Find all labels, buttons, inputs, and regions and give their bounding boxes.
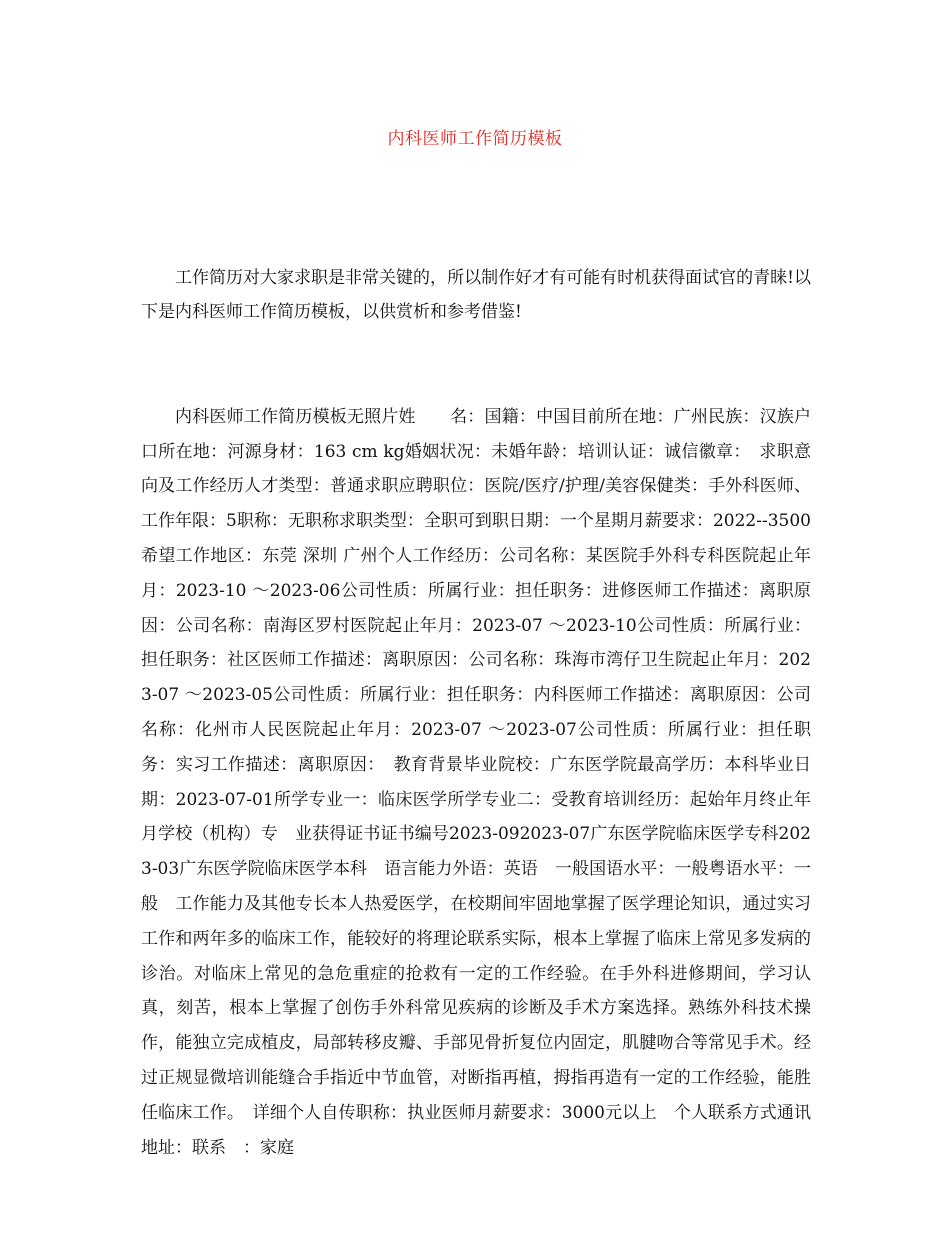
document-body — [141, 191, 811, 1235]
resume-paragraph: 内科医师工作简历模板无照片姓 名：国籍：中国目前所在地：广州民族：汉族户口所在地：河源身材：163 cm kg婚姻状况：未婚年龄：培训认证：诚信徽章： 求职意向及工作经历人才类型：普通求职应聘职位：医院/医疗/护理/美容保健类：手外科医师、工作年限：5职称：无职称求职类型：全职可到职日期：一个星期月薪要求：2022--3500希望工作地区：东莞 深圳 广州个人工作经历：公司名称：某医院手外科专科医院起止年月：2023-10 ～2023-06公司性质：所属行业：担任职务：进修医师工作描述：离职原因：公司名称：南海区罗村医院起止年月：2023-07 ～2023-10公司性质：所属行业：担任职务：社区医师工作描述：离职原因：公司名称：珠海市湾仔卫生院起止年月：2023-07 ～2023-05公司性质：所属行业：担任职务：内科医师工作描述：离职原因：公司名称：化州市人民医院起止年月：2023-07 ～2023-07公司性质：所属行业：担任职务：实习工作描述：离职原因： 教育背景毕业院校：广东医学院最高学历：本科毕业日期：2023-07-01所学专业一：临床医学所学专业二：受教育培训经历：起始年月终止年月学校（机构）专 业获得证书证书编号2023-092023-07广东医学院临床医学专科2023-03广东医学院临床医学本科 语言能力外语：英语 一般国语水平：一般粤语水平：一般 工作能力及其他专长本人热爱医学，在校期间牢固地掌握了医学理论知识，通过实习工作和两年多的临床工作，能较好的将理论联系实际，根本上掌握了临床上常见多发病的诊治。对临床上常见的急危重症的抢救有一定的工作经验。在手外科进修期间，学习认真，刻苦，根本上掌握了创伤手外科常见疾病的诊断及手术方案选择。熟练外科技术操作，能独立完成植皮，局部转移皮瓣、手部见骨折复位内固定，肌腱吻合等常见手术。经过正规显微培训能缝合手指近中节血管，对断指再植，拇指再造有一定的工作经验，能胜任临床工作。 详细个人自传职称：执业医师月薪要求：3000元以上 个人联系方式通讯地址：联系 ：家庭 — [141, 406, 811, 1158]
document-title: 内科医师工作简历模板 — [387, 129, 563, 149]
intro-paragraph: 工作简历对大家求职是非常关键的，所以制作好才有可能有时机获得面试官的青睐!以下是内科医师工作简历模板，以供赏析和参考借鉴! — [141, 267, 811, 323]
